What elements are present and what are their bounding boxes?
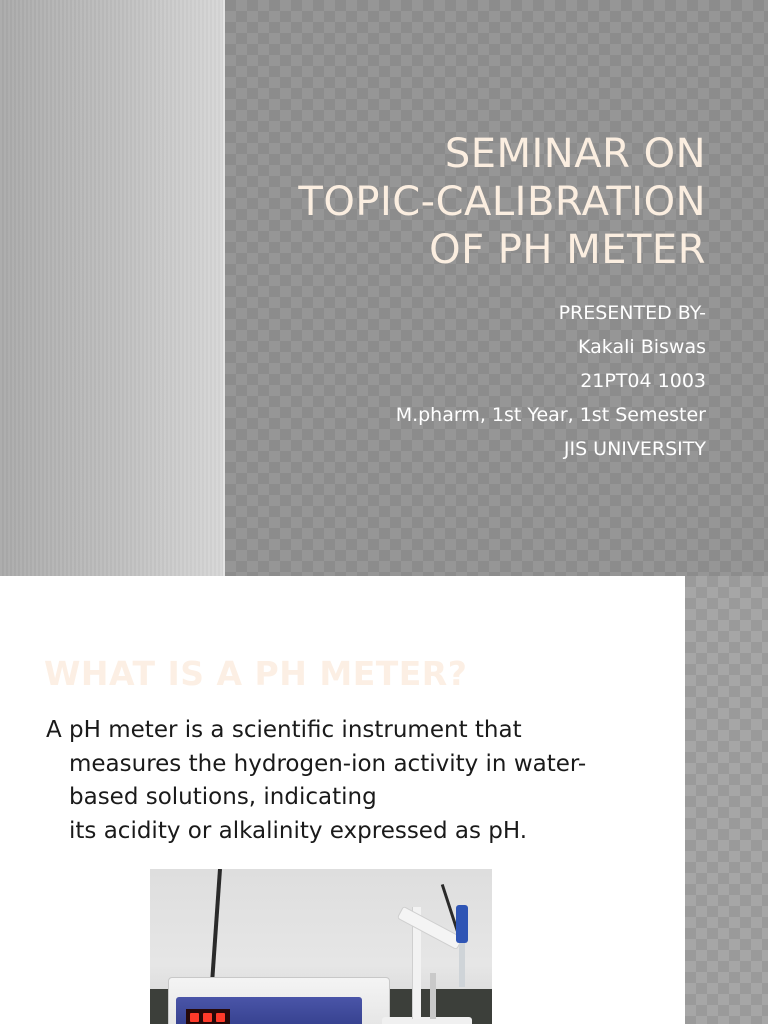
electrode-stand-arm (397, 906, 464, 950)
presenter-info (226, 296, 706, 466)
ph-meter-photo (150, 869, 492, 1024)
presenter-name: Kakali Biswas (578, 336, 706, 358)
body-line: its acidity or alkalinity expressed as pH. (69, 817, 528, 844)
power-cable (210, 869, 222, 979)
presented-by-label: PRESENTED BY- (558, 302, 706, 324)
left-gradient-panel (0, 0, 223, 576)
patterned-side-strip (685, 576, 768, 1024)
roll-number: 21PT04 1003 (580, 370, 706, 392)
body-line: A pH meter is a scientific instrument that (46, 717, 522, 743)
digital-display (186, 1009, 230, 1024)
university-name: JIS UNIVERSITY (563, 438, 706, 460)
slide-title-line: TOPIC-CALIBRATION (298, 179, 706, 225)
slide-body-text (46, 714, 656, 848)
sample-tube (430, 973, 436, 1019)
content-slide (0, 576, 768, 1024)
slide-title (226, 130, 706, 274)
slide-title-line: OF PH METER (429, 227, 706, 273)
electrode-stand-base (382, 1017, 472, 1024)
slide-title-line: SEMINAR ON (444, 131, 706, 177)
electrode-holder (456, 905, 468, 943)
body-line: based solutions, indicating (69, 784, 377, 810)
course-info: M.pharm, 1st Year, 1st Semester (395, 404, 706, 426)
slide-heading: WHAT IS A PH METER? (44, 654, 468, 693)
patterned-title-panel (225, 0, 768, 576)
body-line: measures the hydrogen-ion activity in water- (69, 750, 587, 777)
electrode-probe (459, 943, 465, 987)
